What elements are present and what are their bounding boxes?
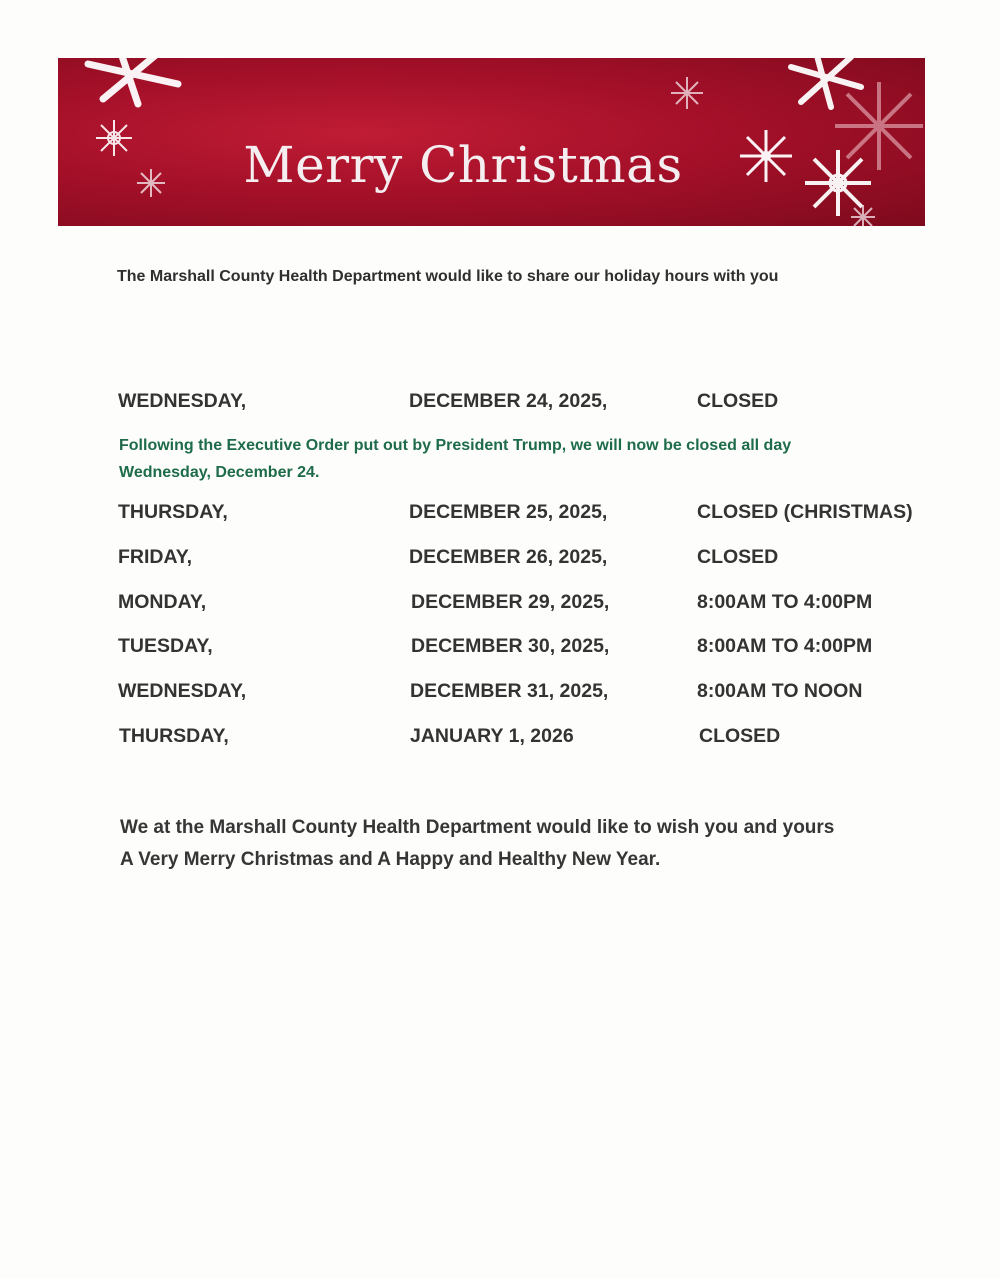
schedule-row — [0, 501, 1000, 527]
schedule-status: 8:00AM TO NOON — [697, 680, 863, 702]
schedule-row — [0, 725, 1000, 751]
schedule-date: DECEMBER 30, 2025, — [411, 635, 610, 657]
banner-title: Merry Christmas — [243, 136, 683, 194]
closing-message — [120, 812, 940, 876]
notice-line-2: Wednesday, December 24. — [119, 464, 320, 481]
christmas-banner — [58, 58, 925, 226]
schedule-status: 8:00AM TO 4:00PM — [697, 591, 873, 613]
snowflake-icon — [136, 168, 166, 198]
schedule-row — [0, 591, 1000, 617]
schedule-day: WEDNESDAY, — [118, 390, 247, 412]
schedule-date: DECEMBER 29, 2025, — [411, 591, 610, 613]
schedule-row — [0, 546, 1000, 572]
notice-line-1: Following the Executive Order put out by President Trump, we will now be closed all day — [119, 437, 792, 454]
schedule-status: CLOSED (CHRISTMAS) — [697, 501, 913, 523]
snowflake-icon — [94, 118, 134, 158]
snowflake-icon — [738, 128, 794, 184]
schedule-row — [0, 680, 1000, 706]
schedule-day: TUESDAY, — [118, 635, 213, 657]
schedule-row — [0, 390, 1000, 416]
schedule-status: CLOSED — [697, 546, 779, 568]
schedule-row — [0, 635, 1000, 661]
schedule-day: THURSDAY, — [119, 725, 229, 747]
snowflake-icon — [670, 76, 704, 110]
schedule-date: DECEMBER 24, 2025, — [409, 390, 608, 412]
closing-line-2: A Very Merry Christmas and A Happy and Healthy New Year. — [120, 849, 661, 870]
schedule-status: 8:00AM TO 4:00PM — [697, 635, 873, 657]
snowflake-icon — [833, 80, 925, 172]
snowflake-icon — [78, 58, 188, 114]
schedule-date: DECEMBER 25, 2025, — [409, 501, 608, 523]
closing-line-1: We at the Marshall County Health Department would like to wish you and yours — [120, 817, 835, 838]
schedule-date: DECEMBER 26, 2025, — [409, 546, 608, 568]
schedule-date: JANUARY 1, 2026 — [410, 725, 574, 747]
schedule-day: MONDAY, — [118, 591, 207, 613]
schedule-day: WEDNESDAY, — [118, 680, 247, 702]
schedule-status: CLOSED — [697, 390, 779, 412]
schedule-day: FRIDAY, — [118, 546, 193, 568]
executive-order-notice — [119, 432, 919, 486]
schedule-date: DECEMBER 31, 2025, — [410, 680, 609, 702]
schedule-status: CLOSED — [699, 725, 781, 747]
intro-text: The Marshall County Health Department would like to share our holiday hours with you — [117, 268, 779, 285]
snowflake-icon — [850, 204, 876, 226]
schedule-day: THURSDAY, — [118, 501, 228, 523]
